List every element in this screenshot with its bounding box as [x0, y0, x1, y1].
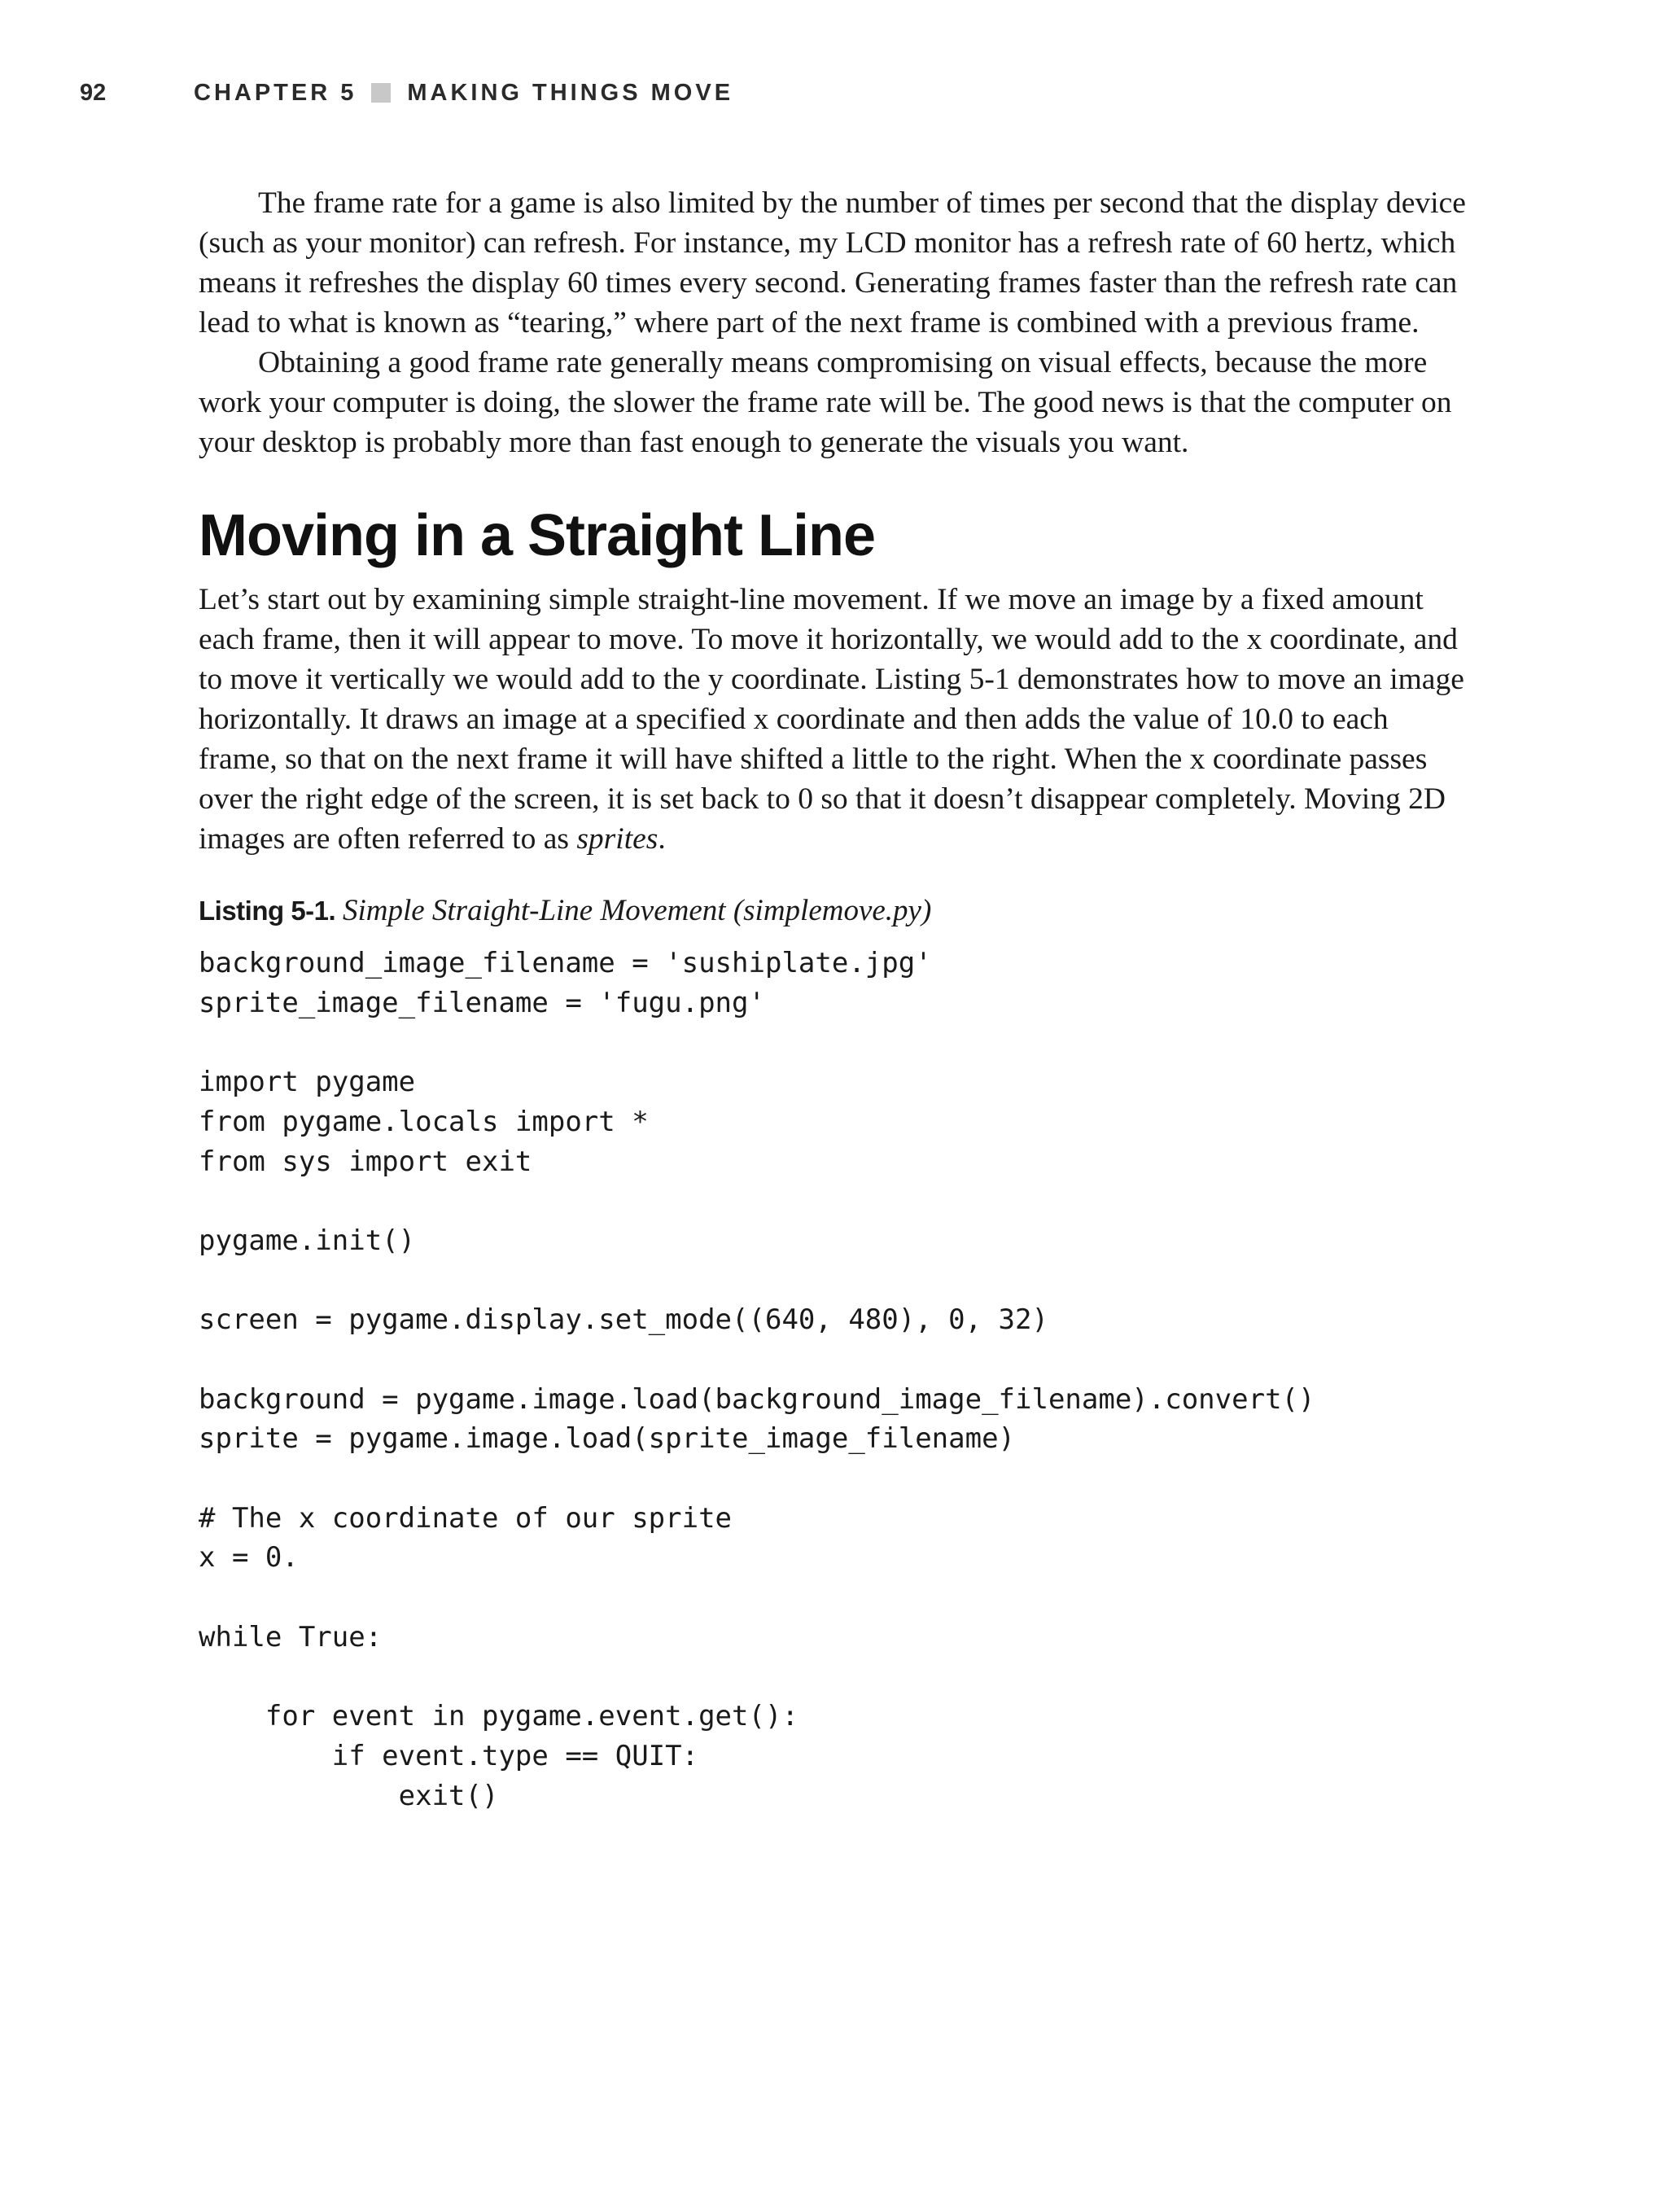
page-number: 92	[80, 79, 107, 106]
paragraph-frame-rate-refresh: The frame rate for a game is also limited by the number of times per second that the display device (such as your monitor) can refresh. For instance, my LCD monitor has a refresh rate of 60 hertz, which means it refreshes the display 60 times every second. Generating frames faster than the refresh rate can lead to what is known as “tearing,” where part of the next frame is combined with a previous frame.	[199, 186, 1466, 339]
code-line: pygame.init()	[199, 1224, 416, 1257]
listing-caption	[199, 891, 1468, 931]
code-line: if event.type == QUIT:	[199, 1739, 699, 1772]
running-header	[80, 77, 733, 109]
listing-title: Simple Straight-Line Movement (simplemove.py)	[342, 894, 932, 927]
code-line: for event in pygame.event.get():	[199, 1700, 798, 1733]
paragraph-frame-rate-tradeoff: Obtaining a good frame rate generally means compromising on visual effects, because the more work your computer is doing, the slower the frame rate will be. The good news is that the computer on your desktop is probably more than fast enough to generate the visuals you want.	[199, 346, 1452, 459]
code-line: background_image_filename = 'sushiplate.jpg'	[199, 947, 932, 979]
code-line	[199, 1658, 1468, 1697]
section-intro-text: Let’s start out by examining simple straight-line movement. If we move an image by a fixed amount each frame, then it will appear to move. To move it horizontally, we would add to the x coordinate, and to move it vertically we would add to the y coordinate. Listing 5-1 demonstrates how to move an image horizontally. It draws an image at a specified x coordinate and then adds the value of 10.0 to each frame, so that on the next frame it will have shifted a little to the right. When the x coordinate passes over the right edge of the screen, it is set back to 0 so that it doesn’t disappear completely. Moving 2D images are often referred to as	[199, 583, 1464, 856]
code-line	[199, 1261, 1468, 1301]
code-line: from sys import exit	[199, 1145, 532, 1178]
section-intro-emphasis: sprites	[576, 822, 658, 856]
page-content	[199, 183, 1468, 1816]
chapter-title: MAKING THINGS MOVE	[407, 79, 734, 106]
code-line: exit()	[199, 1779, 499, 1812]
code-line	[199, 1459, 1468, 1499]
section-heading: Moving in a Straight Line	[199, 503, 876, 568]
code-line: # The x coordinate of our sprite	[199, 1501, 733, 1535]
code-line: while True:	[199, 1620, 383, 1654]
code-line: import pygame	[199, 1066, 416, 1099]
listing-label: Listing 5-1.	[199, 896, 336, 926]
code-line: sprite = pygame.image.load(sprite_image_filename)	[199, 1422, 1016, 1456]
code-line: screen = pygame.display.set_mode((640, 480), 0, 32)	[199, 1303, 1048, 1337]
code-line	[199, 1023, 1468, 1062]
header-separator-square-icon	[371, 83, 391, 103]
section-intro-paragraph	[199, 580, 1468, 859]
chapter-label: CHAPTER 5	[194, 79, 357, 106]
code-line	[199, 1181, 1468, 1221]
code-line: background = pygame.image.load(background_image_filename).convert()	[199, 1382, 1315, 1416]
code-line: from pygame.locals import *	[199, 1105, 649, 1138]
code-listing	[199, 944, 1468, 1816]
code-line: sprite_image_filename = 'fugu.png'	[199, 986, 765, 1019]
code-line	[199, 1578, 1468, 1618]
section-intro-end: .	[658, 822, 666, 856]
code-line: x = 0.	[199, 1541, 299, 1575]
code-line	[199, 1340, 1468, 1380]
